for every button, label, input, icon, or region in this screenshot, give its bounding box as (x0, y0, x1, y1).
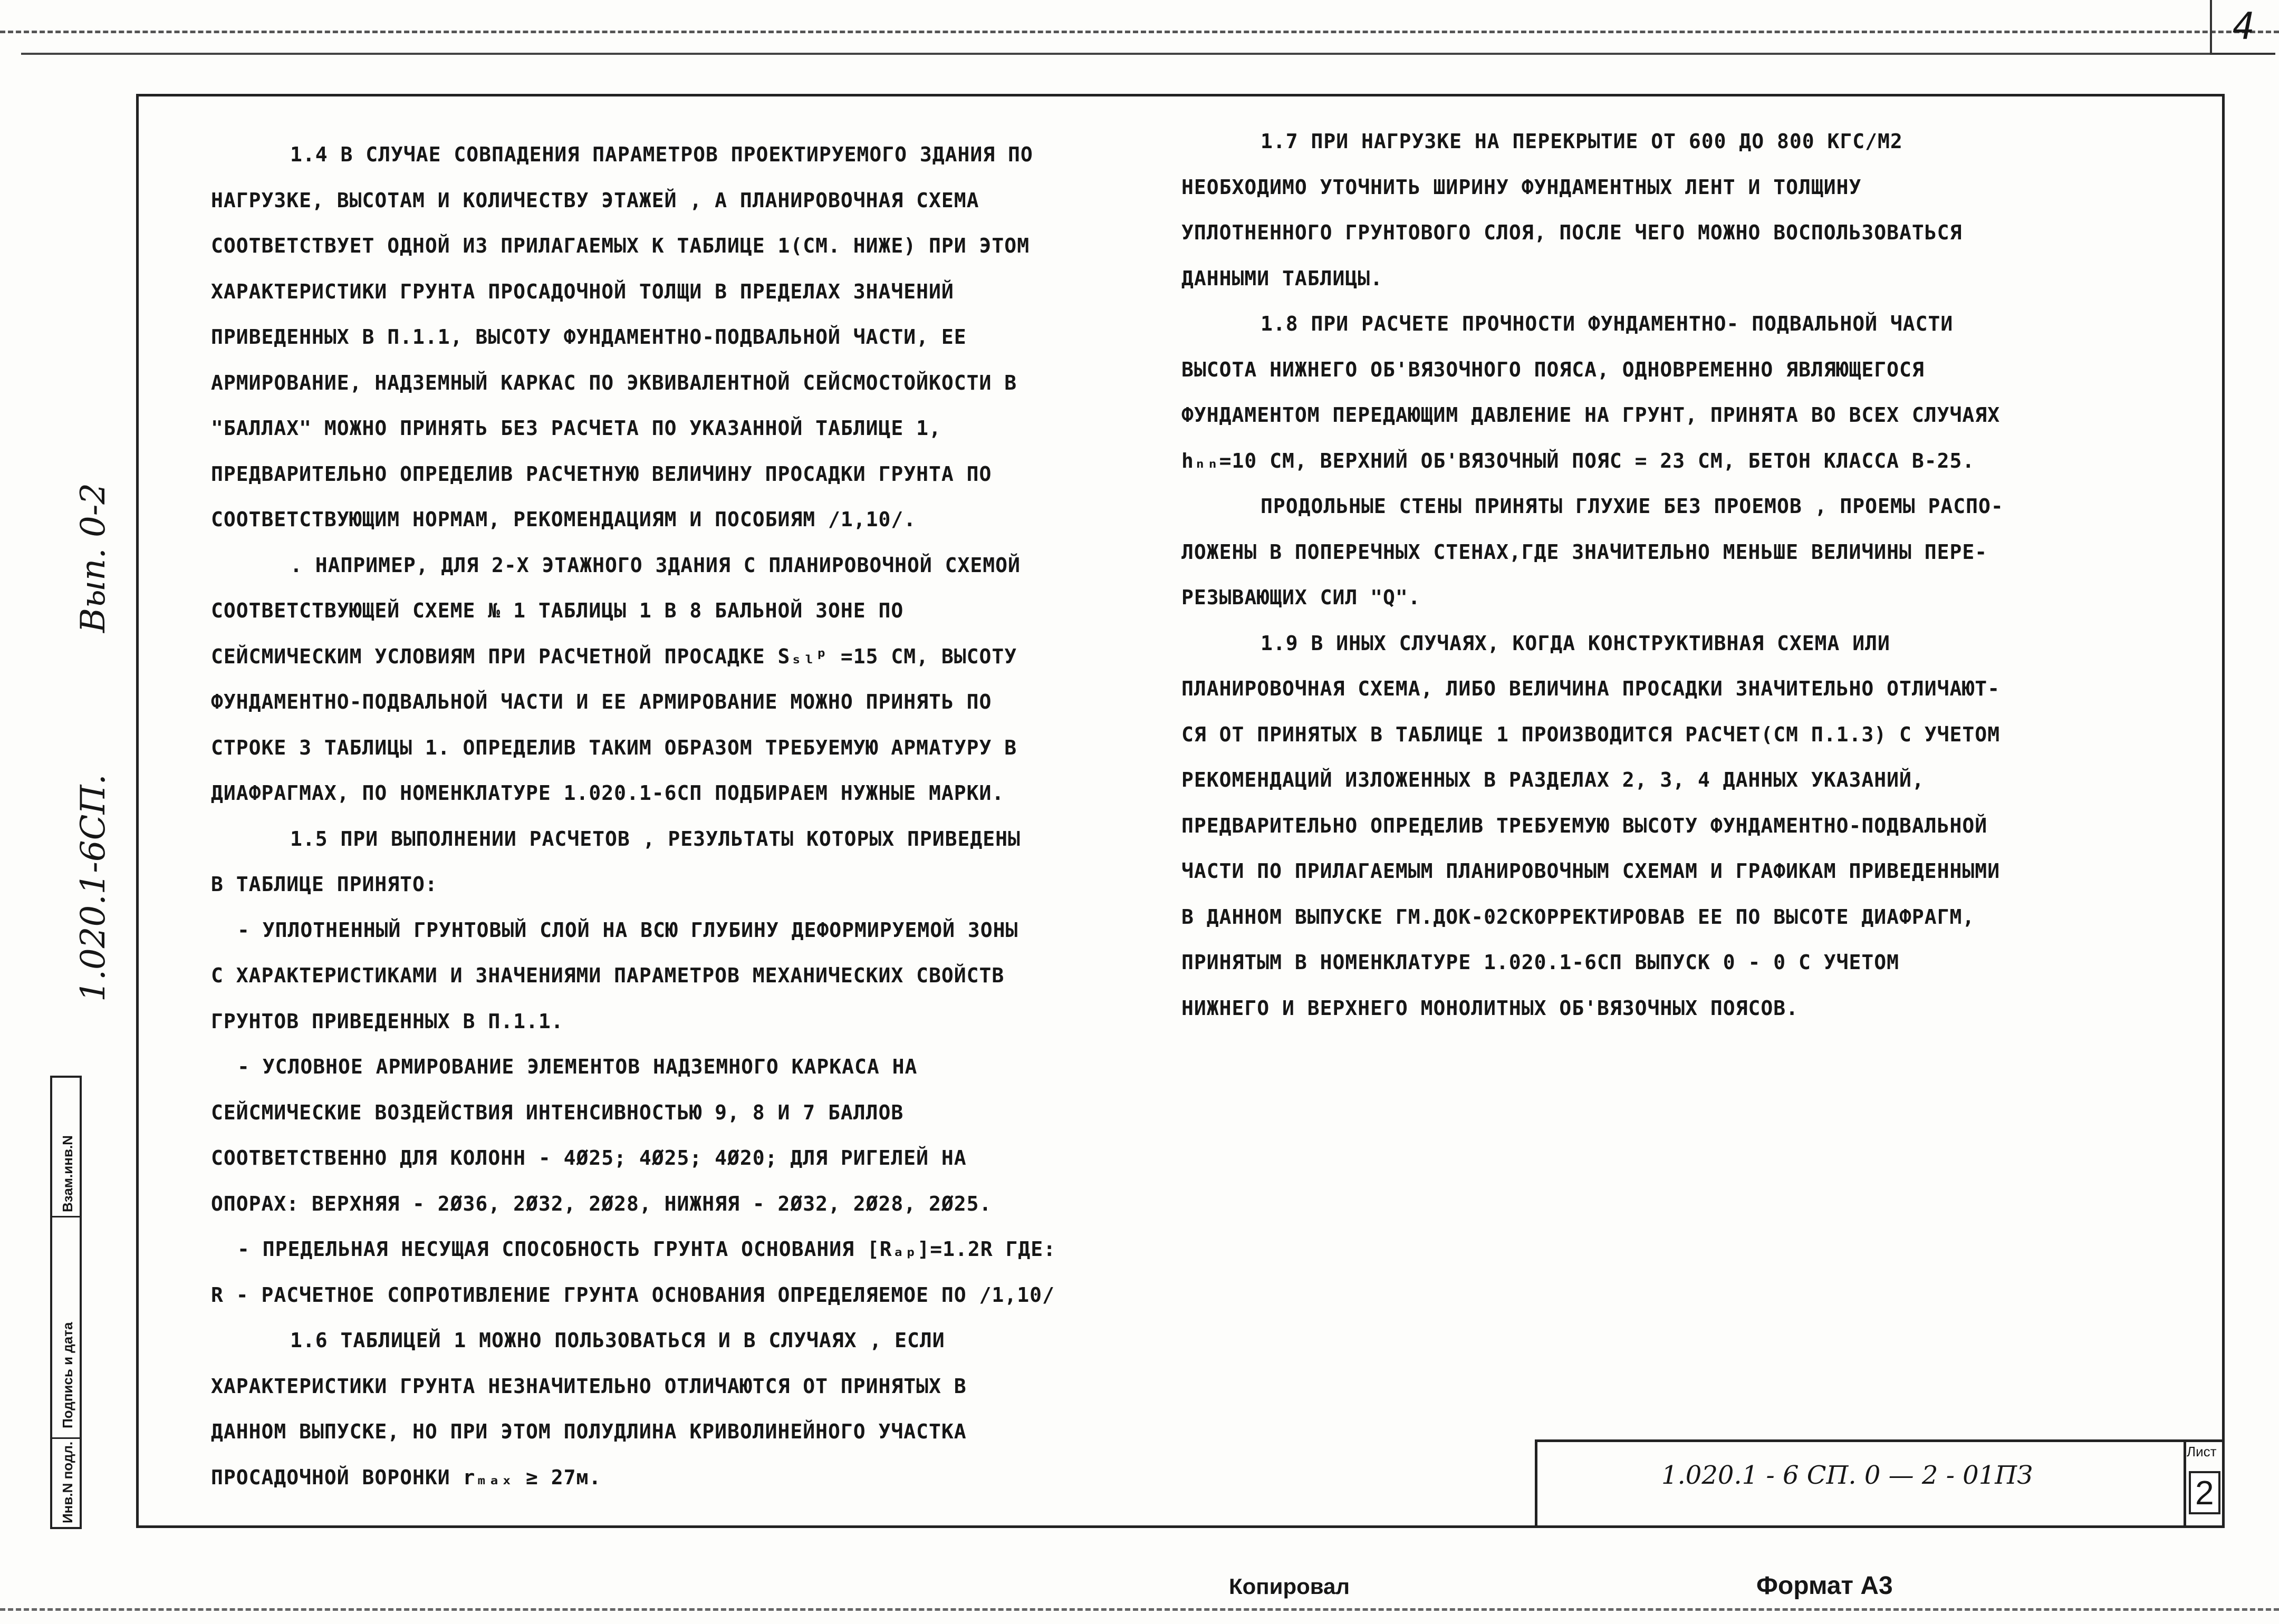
text-line: СЕЙСМИЧЕСКИМ УСЛОВИЯМ ПРИ РАСЧЕТНОЙ ПРОСАДКЕ Sₛₗᵖ =15 СМ, ВЫСОТУ (211, 644, 1017, 668)
text-line: В ТАБЛИЦЕ ПРИНЯТО: (211, 873, 438, 896)
text-line: 1.5 ПРИ ВЫПОЛНЕНИИ РАСЧЕТОВ , РЕЗУЛЬТАТЫ КОТОРЫХ ПРИВЕДЕНЫ (290, 827, 1021, 850)
text-line: СЯ ОТ ПРИНЯТЫХ В ТАБЛИЦЕ 1 ПРОИЗВОДИТСЯ РАСЧЕТ(СМ П.1.3) С УЧЕТОМ (1181, 722, 2001, 746)
sheet-label: Лист (2187, 1444, 2217, 1459)
text-line: - ПРЕДЕЛЬНАЯ НЕСУЩАЯ СПОСОБНОСТЬ ГРУНТА ОСНОВАНИЯ [Rₐₚ]=1.2R ГДЕ: (237, 1238, 1056, 1261)
text-line: ГРУНТОВ ПРИВЕДЕННЫХ В П.1.1. (211, 1009, 564, 1033)
text-line: ОПОРАХ: ВЕРХНЯЯ - 2Ø36, 2Ø32, 2Ø28, НИЖНЯЯ - 2Ø32, 2Ø28, 2Ø25. (211, 1192, 992, 1215)
text-line: - УСЛОВНОЕ АРМИРОВАНИЕ ЭЛЕМЕНТОВ НАДЗЕМНОГО КАРКАСА НА (237, 1055, 918, 1078)
text-line: СООТВЕТСТВУЕТ ОДНОЙ ИЗ ПРИЛАГАЕМЫХ К ТАБЛИЦЕ 1(СМ. НИЖЕ) ПРИ ЭТОМ (211, 234, 1030, 257)
text-line: АРМИРОВАНИЕ, НАДЗЕМНЫЙ КАРКАС ПО ЭКВИВАЛЕНТНОЙ СЕЙСМОСТОЙКОСТИ В (211, 371, 1017, 394)
document-code: 1.020.1 - 6 СП. 0 — 2 - 01ПЗ (1661, 1461, 2033, 1490)
text-line: СООТВЕТСТВЕННО ДЛЯ КОЛОНН - 4Ø25; 4Ø25; 4Ø20; ДЛЯ РИГЕЛЕЙ НА (211, 1146, 967, 1169)
stamp-label-signature: Подпись и дата (60, 1322, 75, 1428)
text-line: ВЫСОТА НИЖНЕГО ОБ'ВЯЗОЧНОГО ПОЯСА, ОДНОВРЕМЕННО ЯВЛЯЮЩЕГОСЯ (1181, 357, 1925, 381)
stamp-label-replace: Взам.инв.N (60, 1135, 75, 1212)
text-line: ЧАСТИ ПО ПРИЛАГАЕМЫМ ПЛАНИРОВОЧНЫМ СХЕМАМ И ГРАФИКАМ ПРИВЕДЕННЫМИ (1181, 859, 2001, 883)
text-line: СООТВЕТСТВУЮЩИМ НОРМАМ, РЕКОМЕНДАЦИЯМ И ПОСОБИЯМ /1,10/. (211, 508, 917, 531)
copied-by-label: Копировал (1229, 1574, 1350, 1599)
text-line: hₙₙ=10 СМ, ВЕРХНИЙ ОБ'ВЯЗОЧНЫЙ ПОЯС = 23 СМ, БЕТОН КЛАССА В-25. (1181, 449, 1975, 472)
text-line: ДАННОМ ВЫПУСКЕ, НО ПРИ ЭТОМ ПОЛУДЛИНА КРИВОЛИНЕЙНОГО УЧАСТКА (211, 1420, 967, 1443)
text-line: РЕКОМЕНДАЦИЙ ИЗЛОЖЕННЫХ В РАЗДЕЛАХ 2, 3, 4 ДАННЫХ УКАЗАНИЙ, (1181, 768, 1925, 791)
text-line: ФУНДАМЕНТНО-ПОДВАЛЬНОЙ ЧАСТИ И ЕЕ АРМИРОВАНИЕ МОЖНО ПРИНЯТЬ ПО (211, 690, 992, 713)
text-line: ПРОСАДОЧНОЙ ВОРОНКИ rₘₐₓ ≥ 27м. (211, 1465, 602, 1489)
series-label: 1.020.1-6СП. (74, 774, 113, 1002)
text-column-right (1181, 119, 2094, 1031)
text-line: НЕОБХОДИМО УТОЧНИТЬ ШИРИНУ ФУНДАМЕНТНЫХ ЛЕНТ И ТОЛЩИНУ (1181, 175, 1862, 199)
text-line: ПРОДОЛЬНЫЕ СТЕНЫ ПРИНЯТЫ ГЛУХИЕ БЕЗ ПРОЕМОВ , ПРОЕМЫ РАСПО- (1261, 495, 2004, 518)
text-line: ПЛАНИРОВОЧНАЯ СХЕМА, ЛИБО ВЕЛИЧИНА ПРОСАДКИ ЗНАЧИТЕЛЬНО ОТЛИЧАЮТ- (1181, 677, 2001, 700)
text-line: ПРИВЕДЕННЫХ В П.1.1, ВЫСОТУ ФУНДАМЕНТНО-ПОДВАЛЬНОЙ ЧАСТИ, ЕЕ (211, 325, 967, 349)
format-label: Формат А3 (1756, 1572, 1893, 1600)
stamp-column (50, 1076, 82, 1529)
text-line: 1.6 ТАБЛИЦЕЙ 1 МОЖНО ПОЛЬЗОВАТЬСЯ И В СЛУЧАЯХ , ЕСЛИ (290, 1329, 945, 1352)
text-line: С ХАРАКТЕРИСТИКАМИ И ЗНАЧЕНИЯМИ ПАРАМЕТРОВ МЕХАНИЧЕСКИХ СВОЙСТВ (211, 964, 1005, 987)
stamp-cell-inventory (52, 1439, 80, 1527)
text-line: СТРОКЕ 3 ТАБЛИЦЫ 1. ОПРЕДЕЛИВ ТАКИМ ОБРАЗОМ ТРЕБУЕМУЮ АРМАТУРУ В (211, 736, 1017, 759)
text-line: РЕЗЫВАЮЩИХ СИЛ "Q". (1181, 586, 1421, 609)
text-line: 1.7 ПРИ НАГРУЗКЕ НА ПЕРЕКРЫТИЕ ОТ 600 ДО 800 КГС/М2 (1261, 130, 1903, 153)
text-line: СЕЙСМИЧЕСКИЕ ВОЗДЕЙСТВИЯ ИНТЕНСИВНОСТЬЮ 9, 8 И 7 БАЛЛОВ (211, 1100, 904, 1124)
text-line: 1.9 В ИНЫХ СЛУЧАЯХ, КОГДА КОНСТРУКТИВНАЯ СХЕМА ИЛИ (1261, 631, 1890, 655)
issue-label: Вып. 0-2 (74, 482, 113, 633)
text-line: ДИАФРАГМАХ, ПО НОМЕНКЛАТУРЕ 1.020.1-6СП ПОДБИРАЕМ НУЖНЫЕ МАРКИ. (211, 781, 1005, 805)
text-line: ПРЕДВАРИТЕЛЬНО ОПРЕДЕЛИВ ТРЕБУЕМУЮ ВЫСОТУ ФУНДАМЕНТНО-ПОДВАЛЬНОЙ (1181, 814, 1988, 837)
text-column-left (211, 132, 1139, 1500)
stamp-cell-replace (52, 1078, 80, 1217)
text-line: R - РАСЧЕТНОЕ СОПРОТИВЛЕНИЕ ГРУНТА ОСНОВАНИЯ ОПРЕДЕЛЯЕМОЕ ПО /1,10/ (211, 1283, 1055, 1307)
text-line: ХАРАКТЕРИСТИКИ ГРУНТА ПРОСАДОЧНОЙ ТОЛЩИ В ПРЕДЕЛАХ ЗНАЧЕНИЙ (211, 279, 954, 303)
text-line: СООТВЕТСТВУЮЩЕЙ СХЕМЕ № 1 ТАБЛИЦЫ 1 В 8 БАЛЬНОЙ ЗОНЕ ПО (211, 599, 904, 622)
text-line: . НАПРИМЕР, ДЛЯ 2-Х ЭТАЖНОГО ЗДАНИЯ С ПЛАНИРОВОЧНОЙ СХЕМОЙ (290, 553, 1021, 577)
bottom-dashed-line (0, 1608, 2279, 1611)
text-line: ХАРАКТЕРИСТИКИ ГРУНТА НЕЗНАЧИТЕЛЬНО ОТЛИЧАЮТСЯ ОТ ПРИНЯТЫХ В (211, 1374, 967, 1398)
text-line: 1.8 ПРИ РАСЧЕТЕ ПРОЧНОСТИ ФУНДАМЕНТНО- ПОДВАЛЬНОЙ ЧАСТИ (1261, 312, 1954, 335)
top-border-line (21, 53, 2257, 55)
text-line: - УПЛОТНЕННЫЙ ГРУНТОВЫЙ СЛОЙ НА ВСЮ ГЛУБИНУ ДЕФОРМИРУЕМОЙ ЗОНЫ (237, 918, 1018, 942)
stamp-label-inventory: Инв.N подл. (60, 1441, 75, 1523)
top-dashed-line (0, 31, 2279, 33)
text-line: ФУНДАМЕНТОМ ПЕРЕДАЮЩИМ ДАВЛЕНИЕ НА ГРУНТ, ПРИНЯТА ВО ВСЕХ СЛУЧАЯХ (1181, 403, 2001, 427)
text-line: ЛОЖЕНЫ В ПОПЕРЕЧНЫХ СТЕНАХ,ГДЕ ЗНАЧИТЕЛЬНО МЕНЬШЕ ВЕЛИЧИНЫ ПЕРЕ- (1181, 540, 1988, 564)
corner-page-number: 4 (2210, 0, 2275, 55)
text-line: ПРЕДВАРИТЕЛЬНО ОПРЕДЕЛИВ РАСЧЕТНУЮ ВЕЛИЧИНУ ПРОСАДКИ ГРУНТА ПО (211, 462, 992, 486)
text-line: НАГРУЗКЕ, ВЫСОТАМ И КОЛИЧЕСТВУ ЭТАЖЕЙ , А ПЛАНИРОВОЧНАЯ СХЕМА (211, 188, 979, 212)
text-line: УПЛОТНЕННОГО ГРУНТОВОГО СЛОЯ, ПОСЛЕ ЧЕГО МОЖНО ВОСПОЛЬЗОВАТЬСЯ (1181, 221, 1963, 244)
text-line: В ДАННОМ ВЫПУСКЕ ГМ.ДОК-02СКОРРЕКТИРОВАВ ЕЕ ПО ВЫСОТЕ ДИАФРАГМ, (1181, 905, 1975, 929)
text-line: 1.4 В СЛУЧАЕ СОВПАДЕНИЯ ПАРАМЕТРОВ ПРОЕКТИРУЕМОГО ЗДАНИЯ ПО (290, 143, 1033, 166)
sheet-number: 2 (2189, 1471, 2220, 1514)
text-line: НИЖНЕГО И ВЕРХНЕГО МОНОЛИТНЫХ ОБ'ВЯЗОЧНЫХ ПОЯСОВ. (1181, 996, 1799, 1020)
text-line: ДАННЫМИ ТАБЛИЦЫ. (1181, 266, 1383, 290)
text-line: "БАЛЛАХ" МОЖНО ПРИНЯТЬ БЕЗ РАСЧЕТА ПО УКАЗАННОЙ ТАБЛИЦЕ 1, (211, 417, 941, 440)
stamp-cell-signature (52, 1217, 80, 1439)
text-line: ПРИНЯТЫМ В НОМЕНКЛАТУРЕ 1.020.1-6СП ВЫПУСК 0 - 0 С УЧЕТОМ (1181, 951, 1900, 974)
